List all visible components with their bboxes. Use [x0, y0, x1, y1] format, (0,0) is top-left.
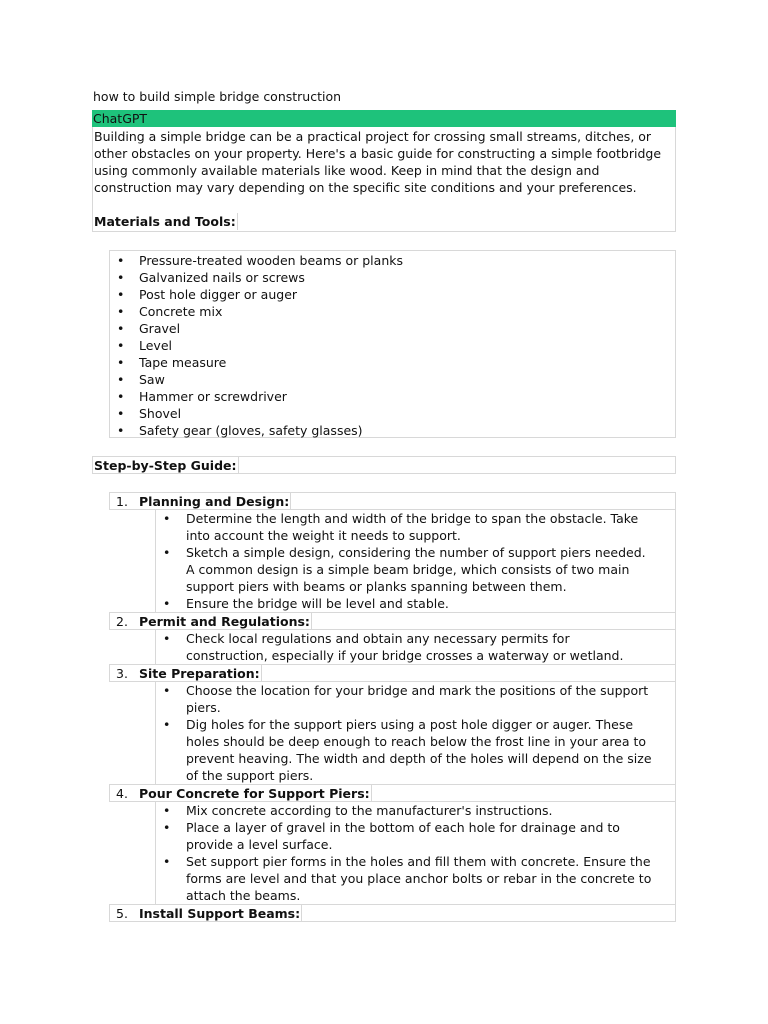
step-title: Planning and Design:: [139, 494, 290, 509]
intro-block: [92, 127, 676, 232]
material-item: • Hammer or screwdriver: [110, 388, 675, 405]
guide-heading-text: Step-by-Step Guide:: [94, 458, 237, 473]
step-details-box: [155, 802, 676, 905]
step-title: Permit and Regulations:: [139, 614, 310, 629]
guide-heading: [92, 456, 676, 474]
material-item: • Level: [110, 337, 675, 354]
step-title: Site Preparation:: [139, 666, 260, 681]
step-number: 5.: [116, 906, 128, 921]
materials-heading: [94, 213, 675, 230]
step-detail-item: • Place a layer of gravel in the bottom of each hole for drainage and to provide a level surface.: [156, 819, 675, 853]
step-detail-list: [156, 630, 675, 664]
materials-heading-text: Materials and Tools:: [94, 214, 236, 229]
step-number: 1.: [116, 494, 128, 509]
step-detail-list: [156, 510, 675, 612]
step-details-box: [155, 682, 676, 785]
materials-list: [110, 252, 675, 439]
material-item: • Galvanized nails or screws: [110, 269, 675, 286]
material-item: • Concrete mix: [110, 303, 675, 320]
step-detail-item: • Choose the location for your bridge and mark the positions of the support piers.: [156, 682, 675, 716]
step-title: Install Support Beams:: [139, 906, 301, 921]
material-item: • Gravel: [110, 320, 675, 337]
step-details-box: [155, 630, 676, 665]
step-detail-item: • Determine the length and width of the bridge to span the obstacle. Take into account the weight it needs to support.: [156, 510, 675, 544]
intro-paragraph: Building a simple bridge can be a practical project for crossing small streams, ditches, or other obstacles on your property. Here's a basic guide for constructing a simple footbridge using commonly available materials like wood. Keep in mind that the design and construction may vary depending on the specific site conditions and your preferences.: [94, 129, 662, 195]
material-item: • Safety gear (gloves, safety glasses): [110, 422, 675, 439]
step-detail-item: • Ensure the bridge will be level and stable.: [156, 595, 675, 612]
materials-list-box: [109, 250, 676, 438]
step-detail-list: [156, 802, 675, 904]
step-details-box: [155, 510, 676, 613]
step-detail-item: • Sketch a simple design, considering the number of support piers needed. A common design is a simple beam bridge, which consists of two main support piers with beams or planks spanning between them.: [156, 544, 675, 595]
step-detail-item: • Check local regulations and obtain any necessary permits for construction, especially if your bridge crosses a waterway or wetland.: [156, 630, 675, 664]
step-detail-item: • Set support pier forms in the holes and fill them with concrete. Ensure the forms are level and that you place anchor bolts or rebar in the concrete to attach the beams.: [156, 853, 675, 904]
step-heading-row: [109, 784, 676, 802]
material-item: • Shovel: [110, 405, 675, 422]
step-title: Pour Concrete for Support Piers:: [139, 786, 370, 801]
step-heading-row: [109, 904, 676, 922]
step-heading-row: [109, 492, 676, 510]
step-heading-row: [109, 612, 676, 630]
step-detail-item: • Mix concrete according to the manufacturer's instructions.: [156, 802, 675, 819]
question-text: how to build simple bridge construction: [93, 89, 342, 104]
material-item: • Tape measure: [110, 354, 675, 371]
steps-list: [109, 492, 676, 922]
material-item: • Post hole digger or auger: [110, 286, 675, 303]
step-detail-item: • Dig holes for the support piers using a post hole digger or auger. These holes should be deep enough to reach below the frost line in your area to prevent heaving. The width and depth of the holes will depend on the size of the support piers.: [156, 716, 675, 784]
step-detail-list: [156, 682, 675, 784]
step-heading-row: [109, 664, 676, 682]
speaker-label: ChatGPT: [92, 110, 676, 127]
material-item: • Pressure-treated wooden beams or planks: [110, 252, 675, 269]
step-number: 2.: [116, 614, 128, 629]
material-item: • Saw: [110, 371, 675, 388]
step-number: 3.: [116, 666, 128, 681]
step-number: 4.: [116, 786, 128, 801]
